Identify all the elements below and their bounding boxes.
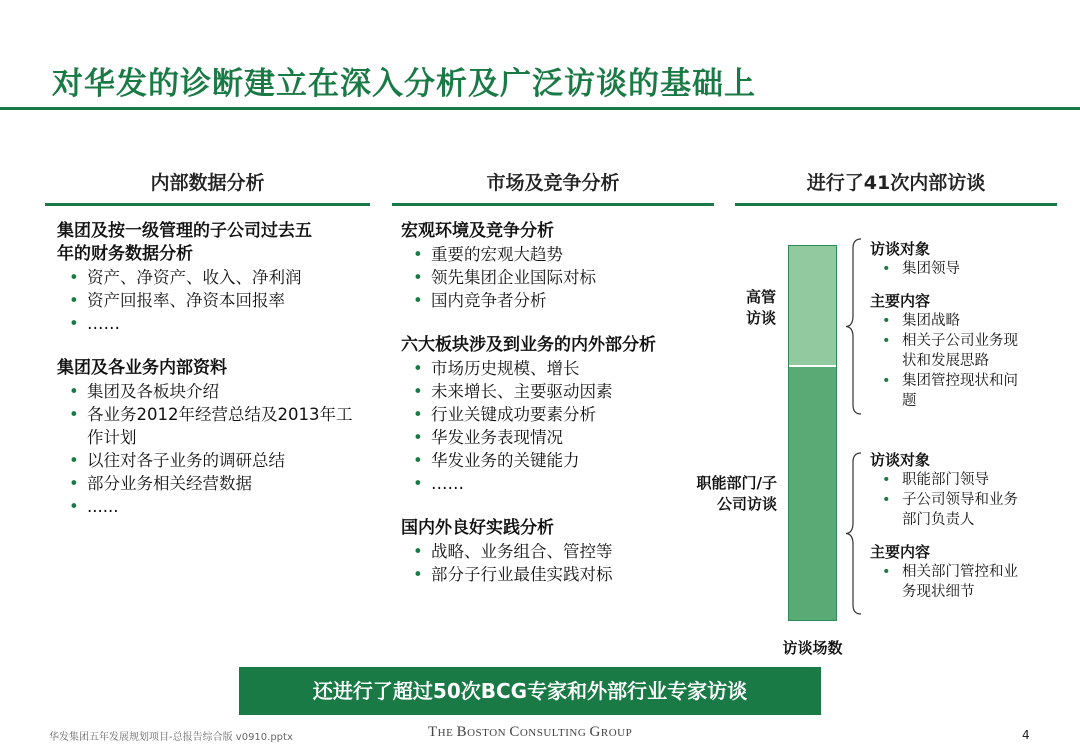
list-item: • 重要的宏观大趋势 bbox=[401, 243, 711, 266]
market-section-macro bbox=[401, 220, 711, 312]
bcg-logo: THE BOSTON CONSULTING GROUP bbox=[428, 724, 633, 740]
bar-divider bbox=[789, 365, 836, 367]
list-item: • 华发业务表现情况 bbox=[401, 426, 711, 449]
page-title: 对华发的诊断建立在深入分析及广泛访谈的基础上 bbox=[52, 66, 756, 102]
list-item: • 各业务2012年经营总结及2013年工作计划 bbox=[57, 403, 367, 449]
list-item: • 以往对各子业务的调研总结 bbox=[57, 449, 367, 472]
list-item: • 集团及各板块介绍 bbox=[57, 380, 367, 403]
column-rule-3 bbox=[735, 203, 1057, 206]
bar-label-functional bbox=[690, 473, 777, 515]
list-item: • 部分子行业最佳实践对标 bbox=[401, 563, 711, 586]
market-analysis-column bbox=[401, 220, 711, 608]
list-item: • 资产、净资产、收入、净利润 bbox=[57, 266, 367, 289]
column-rule-1 bbox=[45, 203, 370, 206]
internal-data-column bbox=[57, 220, 367, 540]
list-item: • 市场历史规模、增长 bbox=[401, 357, 711, 380]
list-item: • 集团领导 bbox=[870, 259, 1050, 279]
bar-label-executives-text: 高管访谈 bbox=[745, 288, 776, 327]
column-header-interviews: 进行了41次内部访谈 bbox=[806, 172, 986, 194]
detail-title: 主要内容 bbox=[870, 292, 931, 310]
section-title bbox=[57, 220, 367, 266]
list-item: • 相关部门管控和业务现状细节 bbox=[870, 562, 1022, 602]
list-item: • 职能部门领导 bbox=[870, 470, 1050, 490]
internal-data-section-financials bbox=[57, 220, 367, 335]
list-item: • 领先集团企业国际对标 bbox=[401, 266, 711, 289]
detail-title: 主要内容 bbox=[870, 543, 931, 561]
list-item: • 华发业务的关键能力 bbox=[401, 449, 711, 472]
list-item: • 国内竞争者分析 bbox=[401, 289, 711, 312]
detail-title: 访谈对象 bbox=[870, 451, 931, 469]
interview-details-functional bbox=[870, 450, 1050, 602]
section-title: 六大板块涉及到业务的内外部分析 bbox=[401, 335, 656, 355]
bar-segment-functional bbox=[789, 366, 836, 620]
list-item: • 战略、业务组合、管控等 bbox=[401, 540, 711, 563]
internal-data-section-materials bbox=[57, 357, 367, 518]
interview-details-executives bbox=[870, 239, 1050, 411]
bar-label-functional-text: 职能部门/子公司访谈 bbox=[696, 474, 777, 513]
detail-title: 访谈对象 bbox=[870, 240, 931, 258]
column-header-internal-data: 内部数据分析 bbox=[150, 172, 265, 194]
bar-label-executives bbox=[735, 287, 776, 329]
section-title-line-2: 年的财务数据分析 bbox=[57, 244, 193, 264]
list-item: • …… bbox=[57, 312, 367, 335]
list-item: • 部分业务相关经营数据 bbox=[57, 472, 367, 495]
column-rule-2 bbox=[392, 203, 714, 206]
interview-stacked-bar bbox=[788, 245, 837, 621]
list-item: • 未来增长、主要驱动因素 bbox=[401, 380, 711, 403]
list-item: • 行业关键成功要素分析 bbox=[401, 403, 711, 426]
list-item: • ...... bbox=[57, 495, 367, 518]
footer-file-name: 华发集团五年发展规划项目-总报告综合版 v0910.pptx bbox=[49, 732, 293, 743]
page-number: 4 bbox=[1022, 728, 1030, 742]
market-section-best-practice bbox=[401, 517, 711, 586]
expert-interview-banner: 还进行了超过50次BCG专家和外部行业专家访谈 bbox=[239, 667, 821, 715]
brace-top bbox=[845, 238, 863, 415]
bar-segment-executives bbox=[789, 246, 836, 366]
section-title: 国内外良好实践分析 bbox=[401, 518, 554, 538]
list-item: • 相关子公司业务现状和发展思路 bbox=[870, 331, 1022, 371]
axis-label-interview-count: 访谈场数 bbox=[782, 639, 843, 657]
list-item: • 集团管控现状和问题 bbox=[870, 371, 1022, 411]
brace-bottom bbox=[845, 452, 863, 615]
list-item: • 子公司领导和业务部门负责人 bbox=[870, 490, 1022, 530]
list-item: • 资产回报率、净资本回报率 bbox=[57, 289, 367, 312]
market-section-segments bbox=[401, 334, 711, 495]
title-rule bbox=[0, 107, 1080, 110]
list-item: • …… bbox=[401, 472, 711, 495]
list-item: • 集团战略 bbox=[870, 311, 1050, 331]
section-title-line-1: 集团及按一级管理的子公司过去五 bbox=[57, 221, 312, 241]
section-title: 集团及各业务内部资料 bbox=[57, 358, 227, 378]
section-title: 宏观环境及竞争分析 bbox=[401, 221, 554, 241]
column-header-market-analysis: 市场及竞争分析 bbox=[486, 172, 620, 194]
